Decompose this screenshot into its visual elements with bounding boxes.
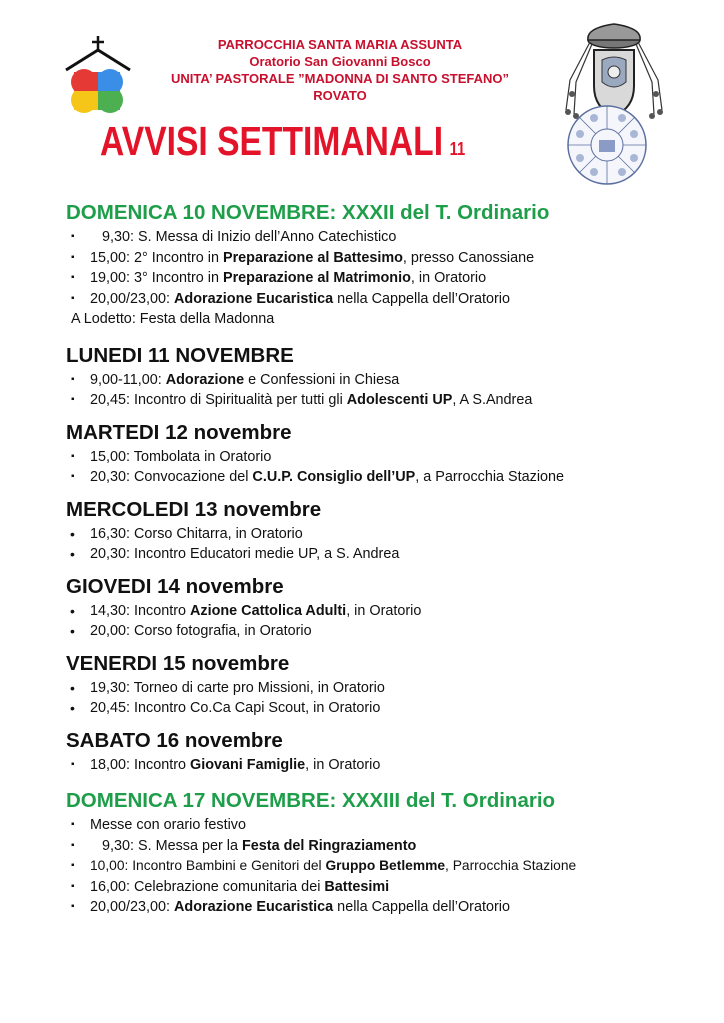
day-heading: MERCOLEDI 13 novembre — [66, 497, 322, 521]
event-text: , presso Canossiane — [402, 249, 535, 266]
day-heading: GIOVEDI 14 novembre — [66, 574, 284, 598]
event-text: 15,00: Tombolata in Oratorio — [90, 448, 272, 465]
event-text: 9,30: S. Messa per la — [90, 837, 242, 854]
page-title — [100, 118, 465, 165]
bullet-icon: ▪ — [71, 471, 75, 482]
bullet-icon: ▪ — [71, 860, 75, 871]
bullet-icon: • — [70, 679, 75, 696]
day-note: A Lodetto: Festa della Madonna — [71, 311, 275, 327]
town-name: ROVATO — [313, 88, 367, 103]
day-heading: LUNEDI 11 NOVEMBRE — [66, 343, 294, 367]
bullet-icon: ▪ — [71, 758, 75, 770]
event-highlight: Festa del Ringraziamento — [241, 837, 417, 854]
bullet-icon: ▪ — [71, 901, 75, 912]
section-gap — [66, 330, 686, 342]
day-heading: DOMENICA 17 NOVEMBRE: XXXIII del T. Ordinario — [66, 789, 556, 812]
bullet-icon: • — [70, 546, 75, 562]
parish-name: PARROCCHIA SANTA MARIA ASSUNTA — [217, 37, 463, 52]
bullet-icon: • — [70, 602, 75, 619]
oratory-name: Oratorio San Giovanni Bosco — [249, 54, 431, 69]
event-item — [66, 621, 686, 642]
event-item — [66, 289, 686, 310]
event-item — [66, 836, 686, 857]
bullet-icon: ▪ — [71, 292, 75, 304]
bullet-icon: ▪ — [71, 272, 75, 283]
event-text: 20,00/23,00: — [90, 290, 175, 307]
event-item — [66, 877, 686, 898]
section-gap — [66, 565, 686, 573]
parish-house-logo — [64, 34, 132, 114]
event-text: 20,45: Incontro di Spiritualità per tutti gli — [90, 392, 347, 408]
event-highlight: Battesimi — [324, 878, 390, 895]
event-list — [66, 524, 686, 565]
event-text: 18,00: Incontro — [90, 756, 191, 773]
event-highlight: Adolescenti UP — [346, 392, 453, 408]
event-text: , Parrocchia Stazione — [445, 858, 577, 873]
day-heading: SABATO 16 novembre — [66, 728, 283, 752]
event-list — [66, 227, 686, 309]
event-item — [66, 856, 686, 877]
event-highlight: C.U.P. Consiglio dell’UP — [252, 469, 416, 485]
bullet-icon: ▪ — [71, 373, 75, 385]
bullet-icon: ▪ — [71, 450, 75, 462]
event-text: nella Cappella dell’Oratorio — [333, 899, 510, 915]
bullet-icon: • — [70, 623, 75, 639]
event-list — [66, 815, 686, 918]
event-item — [66, 370, 686, 391]
section-gap — [66, 488, 686, 496]
weekly-schedule — [66, 199, 686, 918]
section-gap — [66, 719, 686, 727]
event-text: 10,00: Incontro Bambini e Genitori del — [90, 858, 326, 873]
event-text: , a Parrocchia Stazione — [415, 469, 565, 485]
event-text: 20,00: Corso fotografia, in Oratorio — [90, 623, 312, 639]
bullet-icon: • — [70, 525, 75, 542]
day-heading: MARTEDI 12 novembre — [66, 420, 292, 444]
event-text: 20,30: Convocazione del — [90, 469, 253, 485]
event-text: , in Oratorio — [410, 270, 487, 286]
page-header — [0, 0, 724, 200]
event-item — [66, 601, 686, 622]
event-text: , A S.Andrea — [452, 392, 533, 408]
pastoral-unit-name: UNITA’ PASTORALE ”MADONNA DI SANTO STEFANO” — [170, 71, 510, 86]
day-heading: DOMENICA 10 NOVEMBRE: XXXII del T. Ordinario — [66, 201, 550, 224]
event-highlight: Giovani Famiglie — [190, 756, 306, 773]
event-list — [66, 755, 686, 776]
bullet-icon: ▪ — [71, 231, 75, 242]
event-list — [66, 447, 686, 488]
event-list — [66, 601, 686, 642]
event-text: 19,00: 3° Incontro in — [90, 270, 223, 286]
section-gap — [66, 642, 686, 650]
bullet-icon: ▪ — [71, 394, 75, 405]
issue-number: 11 — [449, 139, 466, 159]
event-highlight: Adorazione Eucaristica — [174, 290, 334, 307]
event-text: Messe con orario festivo — [90, 817, 246, 833]
bullet-icon: ▪ — [71, 819, 75, 830]
event-text: 20,45: Incontro Co.Ca Capi Scout, in Oratorio — [90, 700, 381, 716]
event-text: 15,00: 2° Incontro in — [90, 249, 223, 266]
event-item — [66, 698, 686, 719]
event-highlight: Adorazione — [165, 371, 245, 388]
event-text: 16,00: Celebrazione comunitaria dei — [90, 878, 325, 895]
event-text: 16,30: Corso Chitarra, in Oratorio — [90, 525, 303, 542]
event-text: , in Oratorio — [305, 756, 381, 773]
event-item — [66, 447, 686, 468]
section-gap — [66, 411, 686, 419]
event-highlight: Gruppo Betlemme — [325, 858, 446, 873]
event-item — [66, 227, 686, 248]
title-text: AVVISI SETTIMANALI — [100, 118, 444, 164]
event-item — [66, 678, 686, 699]
event-item — [66, 248, 686, 269]
event-list — [66, 370, 686, 411]
section-gap — [66, 775, 686, 787]
event-item — [66, 815, 686, 836]
event-highlight: Azione Cattolica Adulti — [190, 602, 347, 619]
bullet-icon: • — [70, 700, 75, 716]
event-highlight: Preparazione al Battesimo — [222, 249, 403, 266]
event-text: e Confessioni in Chiesa — [244, 371, 400, 388]
event-item — [66, 897, 686, 918]
event-item — [66, 390, 686, 411]
event-item — [66, 524, 686, 545]
pastoral-unit-logo — [566, 104, 648, 186]
event-item — [66, 467, 686, 488]
bullet-icon: ▪ — [71, 251, 75, 263]
bullet-icon: ▪ — [71, 880, 75, 892]
bullet-icon: ▪ — [71, 839, 75, 851]
event-text: 9,00-11,00: — [90, 371, 166, 388]
event-item — [66, 544, 686, 565]
event-text: 9,30: S. Messa di Inizio dell’Anno Catechistico — [90, 229, 397, 245]
event-text: nella Cappella dell’Oratorio — [333, 290, 510, 307]
event-text: 20,30: Incontro Educatori medie UP, a S. Andrea — [90, 546, 400, 562]
event-item — [66, 268, 686, 289]
day-heading: VENERDI 15 novembre — [66, 651, 290, 675]
event-text: 19,30: Torneo di carte pro Missioni, in Oratorio — [90, 679, 385, 696]
event-text: 20,00/23,00: — [90, 899, 175, 915]
event-item — [66, 755, 686, 776]
event-list — [66, 678, 686, 719]
event-highlight: Preparazione al Matrimonio — [222, 270, 411, 286]
event-text: 14,30: Incontro — [90, 602, 191, 619]
event-text: , in Oratorio — [346, 602, 422, 619]
event-highlight: Adorazione Eucaristica — [174, 899, 334, 915]
